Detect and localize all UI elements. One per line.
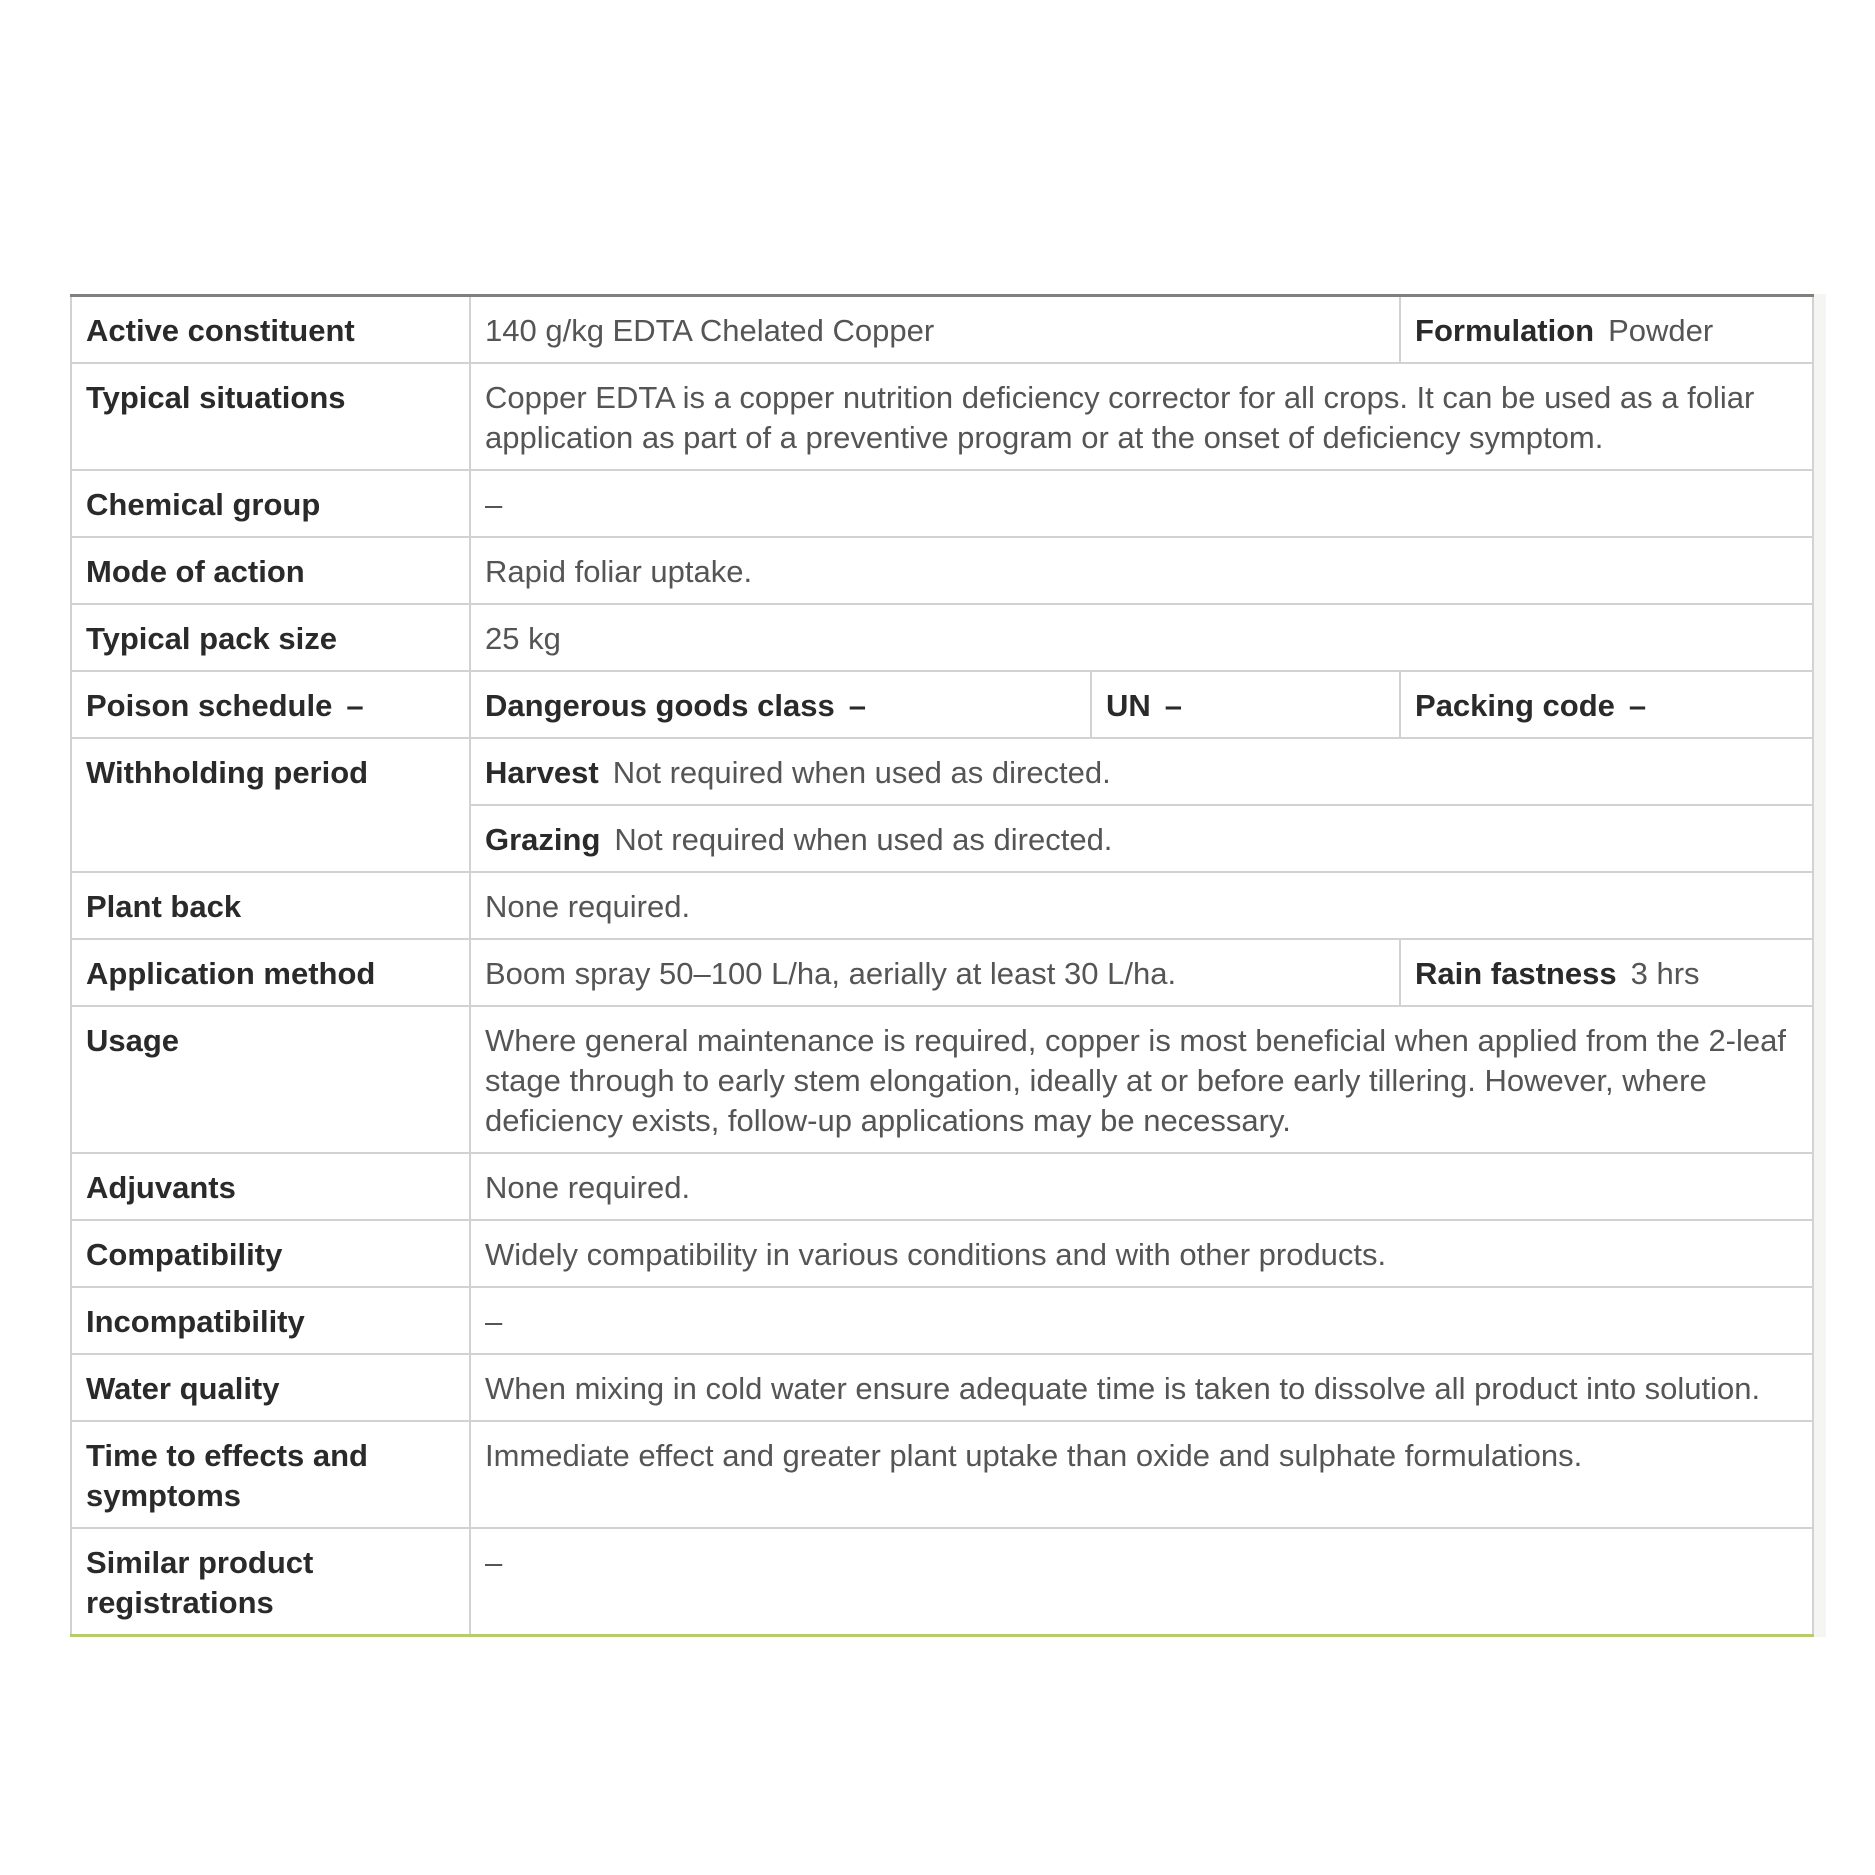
label-plant-back: Plant back	[71, 872, 470, 939]
row-active-constituent	[71, 296, 1813, 364]
product-spec-sheet	[70, 294, 1826, 1637]
label-chemical-group: Chemical group	[71, 470, 470, 537]
row-typical-situations	[71, 363, 1813, 470]
row-adjuvants	[71, 1153, 1813, 1220]
row-chemical-group	[71, 470, 1813, 537]
value-active-constituent: 140 g/kg EDTA Chelated Copper	[470, 296, 1400, 364]
row-application-method	[71, 939, 1813, 1006]
row-compatibility	[71, 1220, 1813, 1287]
value-compatibility: Widely compatibility in various conditions and with other products.	[470, 1220, 1813, 1287]
value-formulation: Powder	[1608, 313, 1714, 348]
row-time-to-effects	[71, 1421, 1813, 1528]
value-usage: Where general maintenance is required, copper is most beneficial when applied from the 2-leaf stage through to early stem elongation, ideally at or before early tillering. However, where deficiency exists, follow-up applications may be necessary.	[470, 1006, 1813, 1153]
packing-code-cell	[1400, 671, 1813, 738]
rain-fastness-cell	[1400, 939, 1813, 1006]
value-rain-fastness: 3 hrs	[1630, 956, 1700, 991]
label-harvest: Harvest	[485, 755, 599, 790]
label-typical-situations: Typical situations	[71, 363, 470, 470]
label-grazing: Grazing	[485, 822, 601, 857]
row-hazard-classification	[71, 671, 1813, 738]
value-similar-products: –	[470, 1528, 1813, 1636]
value-mode-of-action: Rapid foliar uptake.	[470, 537, 1813, 604]
value-typical-pack-size: 25 kg	[470, 604, 1813, 671]
label-rain-fastness: Rain fastness	[1415, 956, 1617, 991]
un-cell	[1091, 671, 1400, 738]
row-similar-products	[71, 1528, 1813, 1636]
label-un: UN	[1106, 688, 1151, 723]
value-harvest: Not required when used as directed.	[612, 755, 1111, 790]
value-un: –	[1164, 688, 1183, 723]
row-usage	[71, 1006, 1813, 1153]
label-water-quality: Water quality	[71, 1354, 470, 1421]
label-formulation: Formulation	[1415, 313, 1595, 348]
poison-schedule-cell	[71, 671, 470, 738]
label-withholding-period: Withholding period	[71, 738, 470, 872]
value-dangerous-goods-class: –	[848, 688, 866, 723]
label-time-to-effects: Time to effects and symptoms	[71, 1421, 470, 1528]
row-mode-of-action	[71, 537, 1813, 604]
row-water-quality	[71, 1354, 1813, 1421]
label-adjuvants: Adjuvants	[71, 1153, 470, 1220]
label-packing-code: Packing code	[1415, 688, 1615, 723]
value-incompatibility: –	[470, 1287, 1813, 1354]
value-plant-back: None required.	[470, 872, 1813, 939]
value-typical-situations: Copper EDTA is a copper nutrition deficiency corrector for all crops. It can be used as a foliar application as part of a preventive program or at the onset of deficiency symptom.	[470, 363, 1813, 470]
value-application-method: Boom spray 50–100 L/ha, aerially at least 30 L/ha.	[470, 939, 1400, 1006]
product-spec-table	[70, 294, 1814, 1637]
label-active-constituent: Active constituent	[71, 296, 470, 364]
row-withholding-harvest	[71, 738, 1813, 805]
label-incompatibility: Incompatibility	[71, 1287, 470, 1354]
label-poison-schedule: Poison schedule	[86, 688, 333, 723]
value-poison-schedule: –	[346, 688, 364, 723]
value-adjuvants: None required.	[470, 1153, 1813, 1220]
label-usage: Usage	[71, 1006, 470, 1153]
label-compatibility: Compatibility	[71, 1220, 470, 1287]
label-dangerous-goods-class: Dangerous goods class	[485, 688, 835, 723]
label-mode-of-action: Mode of action	[71, 537, 470, 604]
row-plant-back	[71, 872, 1813, 939]
dangerous-goods-cell	[470, 671, 1091, 738]
value-chemical-group: –	[470, 470, 1813, 537]
label-similar-products: Similar product registrations	[71, 1528, 470, 1636]
formulation-cell	[1400, 296, 1813, 364]
value-grazing: Not required when used as directed.	[614, 822, 1113, 857]
withholding-harvest-cell	[470, 738, 1813, 805]
row-incompatibility	[71, 1287, 1813, 1354]
label-application-method: Application method	[71, 939, 470, 1006]
withholding-grazing-cell	[470, 805, 1813, 872]
value-time-to-effects: Immediate effect and greater plant uptake than oxide and sulphate formulations.	[470, 1421, 1813, 1528]
label-typical-pack-size: Typical pack size	[71, 604, 470, 671]
row-typical-pack-size	[71, 604, 1813, 671]
value-packing-code: –	[1628, 688, 1647, 723]
value-water-quality: When mixing in cold water ensure adequate time is taken to dissolve all product into solution.	[470, 1354, 1813, 1421]
